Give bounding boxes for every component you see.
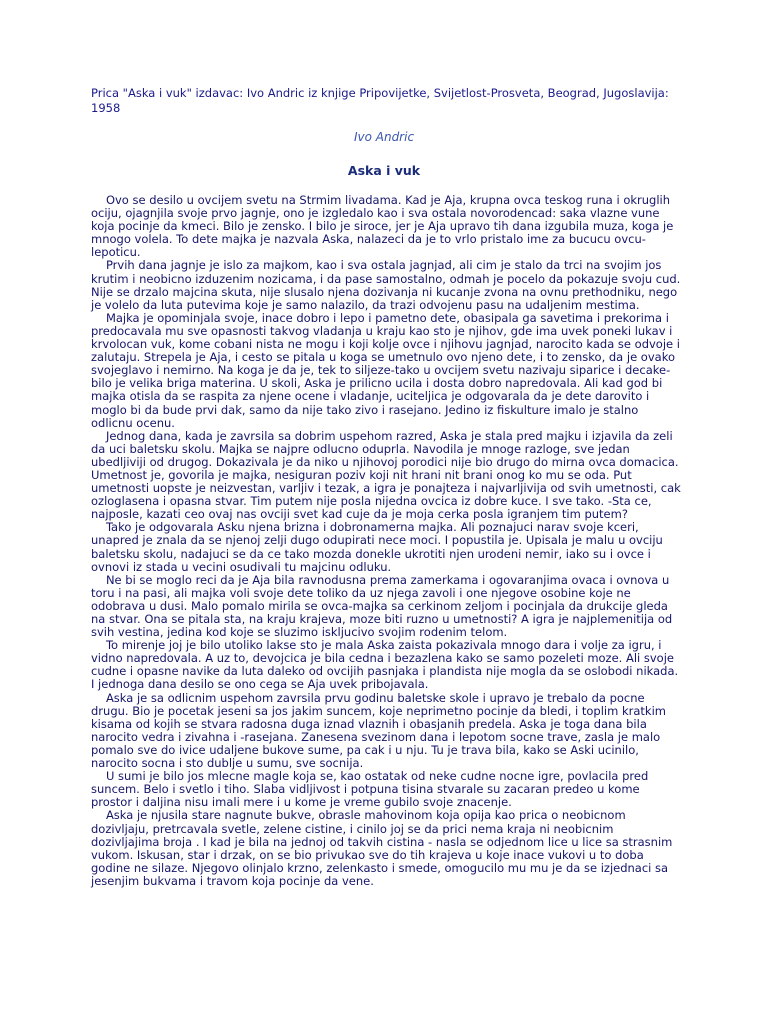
paragraph: To mirenje joj je bilo utoliko lakse sto je mala Aska zaista pokazivala mnogo dara i volje za igru, i vidno napredovala. A uz to, devojcica je bila cedna i bezazlena kako se samo pozeleti moze. Ali svoje cudne i opasne navike da luta daleko od ovcijih pasnjaka i plandista nije mogla da se oslobodi nikada. I jednoga dana desilo se ono cega se Aja uvek pribojavala. — [91, 638, 679, 692]
paragraph: Jednog dana, kada je zavrsila sa dobrim uspehom razred, Aska je stala pred majku i izjavila da zeli da uci baletsku skolu. Majka se najpre odlucno oduprla. Navodila je mnoge razloge, sve jedan ubedljiviji od drugog. Dokazivala je da niko u njihovoj porodici nije bio drugo do mirna ovca domacica. Umetnost je, govorila je majka, nesiguran poziv koji nit hrani nit brani onog ko mu se oda. Put umetnosti uopste je neizvestan, varljiv i tezak, a igra je ponajteza i najvarljivija od svih umetnosti, cak ozloglasena i opasna stvar. Tim putem nije posla nijedna ovcica iz dobre kuce. I sve tako. -Sta ce, najposle, kazati ceo ovaj nas ovciji svet kad cuje da je moja cerka posla igranjem tim putem? — [91, 428, 681, 522]
paragraph: Prvih dana jagnje je islo za majkom, kao i sva ostala jagnjad, ali cim je stalo da trci na svojim jos krutim i neobicno izduzenim nozicama, i da pase samostalno, odmah je pocelo da pokazuje svoju cud. Nije se drzalo majcina skuta, nije slusalo njena dozivanja ni kucanje zvona na ovnu prethodniku, nego je volelo da luta putevima koje je samo nalazilo, da trazi odvojenu pasu na udaljenim mestima. — [91, 258, 681, 312]
story-body — [91, 194, 681, 888]
source-line: Prica "Aska i vuk" izdavac: Ivo Andric iz knjige Pripovijetke, Svijetlost-Prosveta, Beograd, Jugoslavija: 1958 — [91, 86, 669, 115]
paragraph: Ne bi se moglo reci da je Aja bila ravnodusna prema zamerkama i ogovaranjima ovaca i ovnova u toru i na pasi, ali majka voli svoje dete toliko da uz njega zavoli i one njegove osobine koje ne odobrava u dusi. Malo pomalo mirila se ovca-majka sa cerkinom zeljom i pocinjala da drukcije gleda na stvar. Ona se pitala sta, na kraju krajeva, moze biti ruzno u umetnosti? A igra je najplemenitija od svih vestina, jedina kod koje se sluzimo iskljucivo svojim rodenim telom. — [91, 572, 673, 640]
paragraph: Majka je opominjala svoje, inace dobro i lepo i pametno dete, obasipala ga savetima i prekorima i predocavala mu sve opasnosti takvog vladanja u kraju kao sto je njihov, gde ima uvek poneki lukav i krvolocan vuk, kome cobani nista ne mogu i koji kolje ovce i njihovu jagnjad, narocito kada se odvoje i zalutaju. Strepela je Aja, i cesto se pitala u koga se umetnulo ovo njeno dete, i to zensko, da je ovako svojeglavo i nemirno. Na koga je da je, tek to siljeze-tako u ovcijem svetu nazivaju siparice i decake-bilo je velika briga materina. U skoli, Aska je prilicno ucila i dosta dobro napredovala. Ali kad god bi majka otisla da se raspita za njene ocene i vladanje, uciteljica je odgovarala da je dete darovito i moglo bi da bude prvi dak, samo da nije tako zivo i rasejano. Jedino iz fiskulture imalo je stalno odlicnu ocenu. — [91, 310, 680, 430]
paragraph: Ovo se desilo u ovcijem svetu na Strmim livadama. Kad je Aja, krupna ovca teskog runa i okruglih ociju, ojagnjila svoje prvo jagnje, ono je izgledalo kao i sva ostala novorodencad: saka vlazne vune koja pocinje da kmeci. Bilo je zensko. I bilo je siroce, jer je Aja upravo tih dana izgubila muza, koga je mnogo volela. To dete majka je nazvala Aska, nalazeci da je to vrlo pristalo ime za bucucu ovcu-lepoticu. — [91, 193, 674, 260]
paragraph: Tako je odgovarala Asku njena brizna i dobronamerna majka. Ali poznajuci narav svoje kceri, unapred je znala da se njenoj zelji dugo odupirati nece moci. I popustila je. Upisala je malu u ovciju baletsku skolu, nadajuci se da ce tako mozda donekle ukrotiti njen urodeni nemir, iako su i ovce i ovnovi iz stada u vecini osudivali tu majcinu odluku. — [91, 520, 663, 574]
paragraph: Aska je sa odlicnim uspehom zavrsila prvu godinu baletske skole i upravo je trebalo da pocne drugu. Bio je pocetak jeseni sa jos jakim suncem, koje neprimetno pocinje da bledi, i toplim kratkim kisama od kojih se stvara radosna duga iznad vlaznih i obasjanih predela. Aska je toga dana bila narocito vedra i zivahna i -rasejana. Zanesena svezinom dana i lepotom socne trave, zasla je malo pomalo sve do ivice udaljene bukove sume, pa cak i u nju. Tu je trava bila, kako se Aski ucinilo, narocito socna i sto dublje u sumu, sve socnija. — [91, 690, 666, 771]
paragraph: U sumi je bilo jos mlecne magle koja se, kao ostatak od neke cudne nocne igre, povlacila pred suncem. Belo i svetlo i tiho. Slaba vidljivost i potpuna tisina stvarale su zacaran predeo u kome prostor i daljina nisu imali mere i u kome je vreme gubilo svoje znacenje. — [91, 769, 649, 810]
story-title: Aska i vuk — [347, 163, 421, 178]
author-name: Ivo Andric — [353, 130, 415, 144]
paragraph: Aska je njusila stare nagnute bukve, obrasle mahovinom koja opija kao prica o neobicnom dozivljaju, pretrcavala svetle, zelene cistine, i cinilo joj se da prici nema kraja ni neobicnim dozivljajima broja . I kad je bila na jednoj od takvih cistina - nasla se odjednom lice u lice sa strasnim vukom. Iskusan, star i drzak, on se bio privukao sve do tih krajeva u koje inace vukovi u to doba godine ne silaze. Njegovo olinjalo krzno, zelenkasto i smede, omogucilo mu mu je da se izjednaci sa jesenjim bukvama i travom koja pocinje da vene. — [91, 808, 673, 888]
